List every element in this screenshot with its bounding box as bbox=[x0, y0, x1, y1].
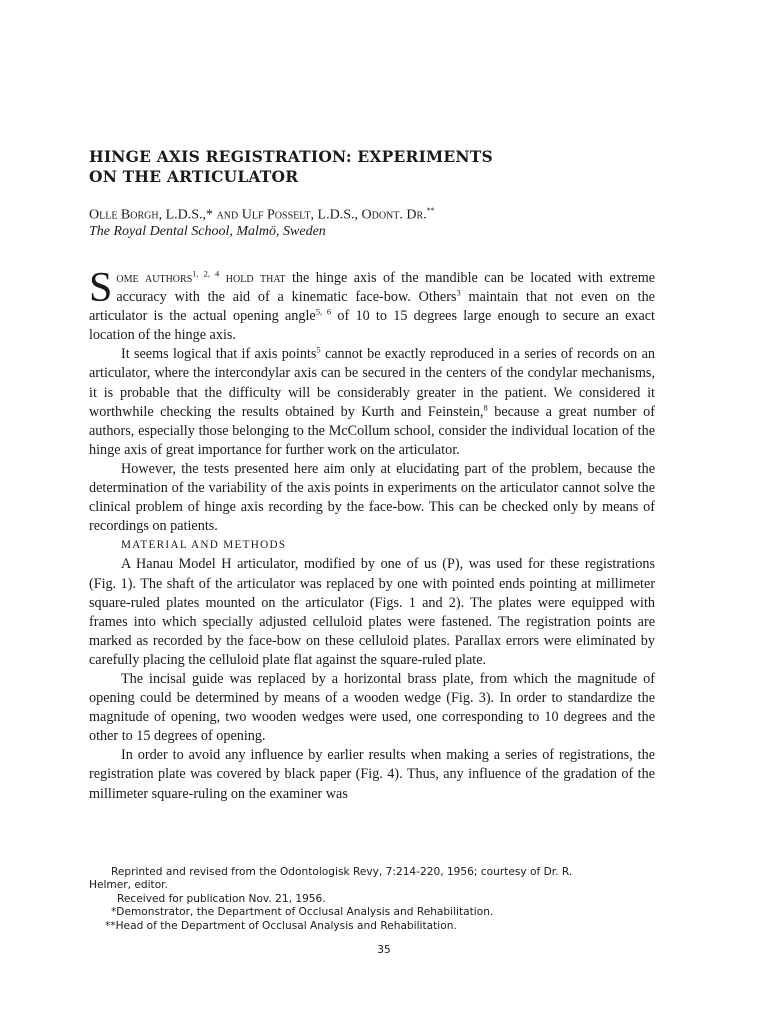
paragraph-5: The incisal guide was replaced by a horizontal brass plate, from which the magnitude of opening could be determined by means of a wooden wedge (Fig. 3). In order to standardize the magnitude of opening, two wooden wedges were used, one corresponding to 10 degrees and the other to 15 degrees of opening. bbox=[89, 670, 655, 745]
drop-cap: S bbox=[89, 265, 113, 311]
paragraph-2-text-a: It seems logical that if axis points bbox=[121, 346, 317, 363]
paragraph-2-text-b: cannot be exactly reproduced in a series of records on an articulator, where the intercondylar axis can be secured in the centers of the condylar mechanisms, it is probable that the difficulty will be considerably greater in the patient. We considered it worthwhile checking the results obtained by Kurth and Feinstein, bbox=[89, 346, 655, 420]
paragraph-1-text-c: of 10 to 15 degrees large enough to secure an exact location of the hinge axis. bbox=[89, 308, 655, 344]
footnote-reprint-line-1: Reprinted and revised from the Odontologisk Revy, 7:214-220, 1956; courtesy of Dr. R. bbox=[111, 866, 573, 878]
affiliation: The Royal Dental School, Malmö, Sweden bbox=[89, 224, 326, 239]
article-title bbox=[89, 147, 655, 187]
footnote-head: **Head of the Department of Occlusal Analysis and Rehabilitation. bbox=[105, 919, 457, 932]
page-number: 35 bbox=[377, 944, 391, 956]
title-line-1: HINGE AXIS REGISTRATION: EXPERIMENTS bbox=[89, 147, 493, 166]
paragraph-2-text-c: because a great number of authors, especially those belonging to the McCollum school, consider the individual location of the hinge axis of great importance for further work on the articulator. bbox=[89, 403, 655, 458]
paragraph-6: In order to avoid any influence by earlier results when making a series of registrations, the registration plate was covered by black paper (Fig. 4). Thus, any influence of the gradation of the millimeter square-ruling on the examiner was bbox=[89, 747, 655, 802]
author-conjunction: and bbox=[216, 207, 239, 223]
lead-in-1: ome authors bbox=[116, 270, 193, 286]
ref-superscript: 8 bbox=[483, 401, 488, 412]
paragraph-2 bbox=[89, 345, 655, 460]
author-2-footnote-mark: ** bbox=[426, 206, 435, 215]
paragraph-1-text-a: the hinge axis of the mandible can be located with extreme accuracy with the aid of a kinematic face-bow. Others bbox=[116, 270, 656, 306]
ref-superscript: 3 bbox=[456, 287, 461, 298]
paragraph-1-text-b: maintain that not even on the articulator is the actual opening angle bbox=[89, 289, 655, 325]
footnote-reprint-line-2: Helmer, editor. bbox=[89, 879, 168, 892]
ref-superscript: 5 bbox=[316, 344, 321, 355]
footnotes bbox=[89, 866, 689, 933]
footnote-received: Received for publication Nov. 21, 1956. bbox=[117, 892, 326, 905]
author-2: Ulf Posselt, L.D.S., Odont. Dr. bbox=[241, 207, 427, 223]
paragraph-1 bbox=[89, 265, 656, 345]
article-body bbox=[89, 265, 656, 804]
author-1: Olle Borgh, L.D.S.,* bbox=[89, 207, 214, 223]
author-line bbox=[89, 202, 655, 225]
paragraph-4: A Hanau Model H articulator, modified by one of us (P), was used for these registrations (Fig. 1). The shaft of the articulator was replaced by one with pointed ends pointing at millimeter square-ruled plates mounted on the articulator (Figs. 1 and 2). The plates were equipped with frames into which specially adjusted celluloid plates were fastened. The registration points are marked as recorded by the face-bow on these celluloid plates. Parallax errors were eliminated by carefully placing the celluloid plate flat against the square-ruled plate. bbox=[89, 556, 655, 668]
title-line-2: ON THE ARTICULATOR bbox=[89, 167, 299, 186]
ref-superscript: 1, 2, 4 bbox=[192, 268, 220, 279]
footnote-demonstrator: *Demonstrator, the Department of Occlusal Analysis and Rehabilitation. bbox=[111, 906, 494, 919]
ref-superscript: 5, 6 bbox=[315, 306, 332, 317]
section-heading: MATERIAL AND METHODS bbox=[121, 539, 287, 552]
lead-in-2: hold that bbox=[225, 270, 286, 286]
paragraph-3: However, the tests presented here aim only at elucidating part of the problem, because the determination of the variability of the axis points in experiments on the articulator cannot solve the clinical problem of hinge axis recording by the face-bow. This can be checked only by means of recordings on patients. bbox=[89, 460, 655, 535]
